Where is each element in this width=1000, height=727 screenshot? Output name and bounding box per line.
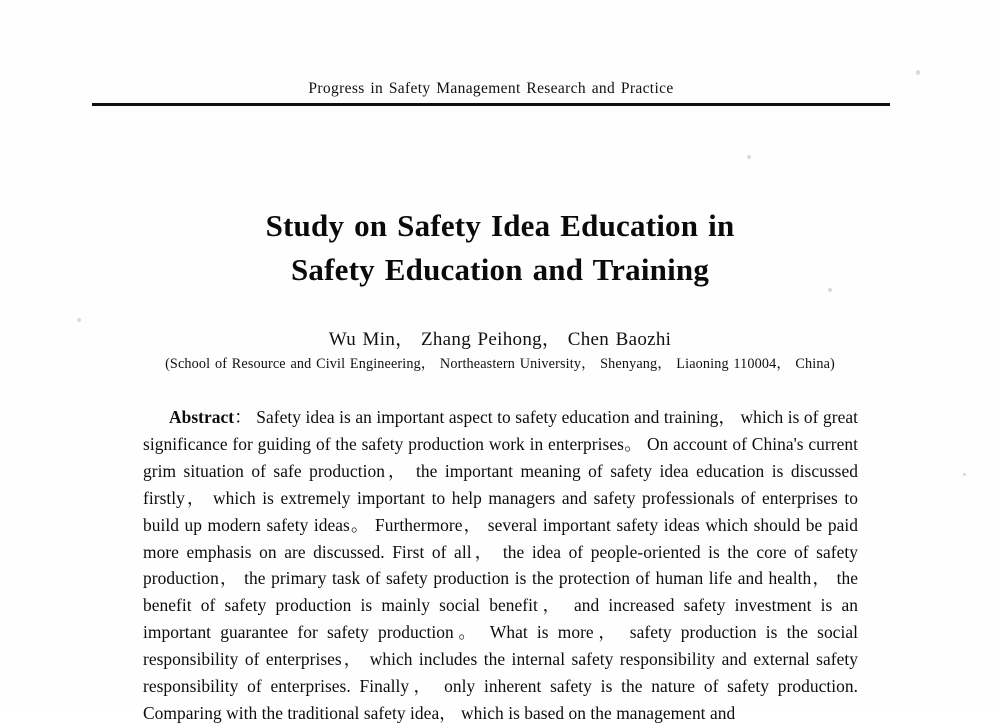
abstract-paragraph: [143, 404, 858, 727]
running-header: Progress in Safety Management Research and Practice: [308, 80, 674, 97]
abstract-separator: ：: [234, 407, 252, 427]
abstract-label: Abstract: [169, 407, 235, 427]
author-affiliation: (School of Resource and Civil Engineering， Northeastern University， Shenyang， Liaoning 110004， China): [165, 356, 835, 372]
abstract-body: Safety idea is an important aspect to safety education and training， which is of great significance for guiding of the safety production work in enterprises。 On account of China's current grim situation of safe production， the important meaning of safety idea education is discussed firstly， which is extremely important to help managers and safety professionals of enterprises to build up modern safety ideas。 Furthermore， several important safety ideas which should be paid more emphasis on are discussed. First of all， the idea of people-oriented is the core of safety production， the primary task of safety production is the protection of human life and health， the benefit of safety production is mainly social benefit， and increased safety investment is an important guarantee for safety production。 What is more， safety production is the social responsibility of enterprises， which includes the internal safety responsibility and external safety responsibility of enterprises. Finally， only inherent safety is the nature of safety production. Comparing with the traditional safety idea， which is based on the management and: [143, 407, 858, 723]
scan-speckle: [747, 155, 751, 159]
scan-speckle: [77, 318, 81, 322]
article-title: [100, 204, 900, 292]
scan-speckle: [963, 473, 966, 476]
abstract-section: [143, 404, 858, 727]
scan-speckle: [916, 70, 920, 75]
title-line-1: Study on Safety Idea Education in: [265, 208, 735, 243]
header-rule: [92, 103, 890, 106]
title-line-2: Safety Education and Training: [290, 252, 710, 287]
author-list: Wu Min， Zhang Peihong， Chen Baozhi: [328, 329, 672, 350]
